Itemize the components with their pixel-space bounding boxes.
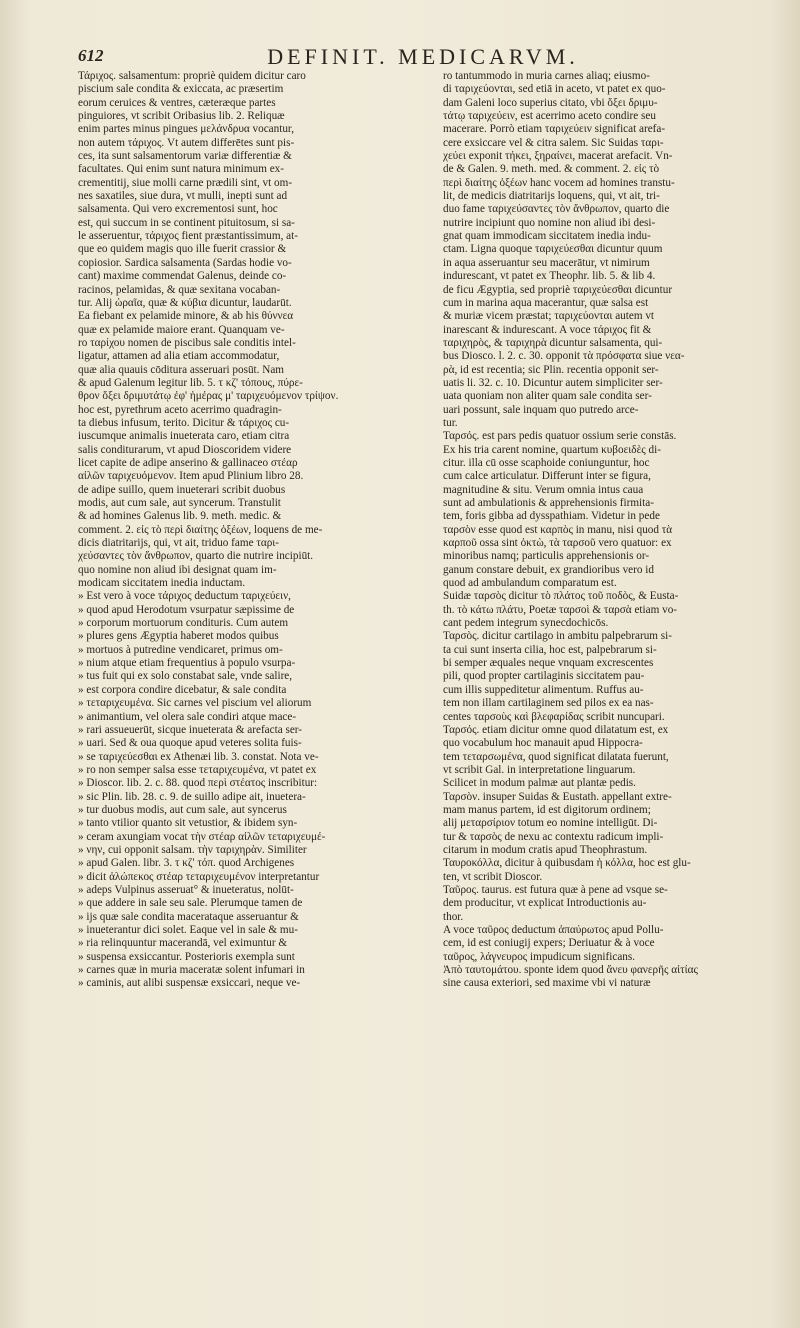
text-line: Ea fiebant ex pelamide minore, & ab his θύννεα bbox=[78, 310, 294, 323]
text-line: quod ad ambulandum comparatum est. bbox=[443, 577, 617, 590]
text-line: nutrire incipiunt quo nomine non aliud ibi desi- bbox=[443, 216, 656, 229]
text-line: salsamenta. Qui vero excrementosi sunt, hoc bbox=[78, 203, 278, 216]
text-line: & muriæ vicem præstat; ταριχεύονται autem vt bbox=[443, 310, 655, 323]
text-line: cum illis suppeditetur alimentum. Ruffus au- bbox=[443, 683, 644, 696]
text-line: » tus fuit qui ex solo constabat sale, vnde salire, bbox=[78, 670, 293, 683]
text-line: » que addere in sale seu sale. Plerumque tamen de bbox=[78, 897, 303, 910]
text-line: iuscumque animalis inueterata caro, etiam citra bbox=[78, 430, 290, 443]
running-title: DEFINIT. MEDICARVM. bbox=[267, 44, 579, 69]
text-line: thor. bbox=[443, 910, 464, 923]
text-line: » tanto vtilior quanto sit vetustior, & ibidem syn- bbox=[78, 817, 298, 830]
text-line: quæ ex pelamide maiore erant. Quanquam ve- bbox=[78, 323, 285, 336]
text-line: » plures gens Ægyptia haberet modos quibus bbox=[78, 630, 279, 643]
page-header bbox=[78, 44, 768, 70]
text-line: de adipe suillo, quem inueterari scribit duobus bbox=[78, 483, 286, 496]
text-line: Ταρσὸν. insuper Suidas & Eustath. appellant extre- bbox=[443, 790, 672, 803]
text-line: citarum in modum cratis apud Theophrastum. bbox=[443, 843, 648, 856]
text-line: bi semper æquales neque vnquam excrescentes bbox=[443, 657, 654, 670]
text-line: Τάριχος. salsamentum: propriè quidem dicitur caro bbox=[78, 70, 306, 82]
text-line: piscium sale condita & exiccata, ac præsertim bbox=[78, 83, 284, 96]
text-line: mam manus partem, id est digitorum ordinem; bbox=[443, 803, 651, 816]
text-line: » ceram axungiam vocat τὴν στέαρ αἰλῶν τεταριχευμέ- bbox=[78, 830, 326, 843]
text-line: le asseruentur, τάριχος fient præstantissimum, at- bbox=[78, 230, 298, 243]
text-line: » mortuos à putredine vendicaret, primus om- bbox=[78, 643, 283, 656]
text-line: magnitudine & situ. Verum omnia intus caua bbox=[443, 483, 644, 496]
text-line: tem τεταρσωμένα, quod significat dilatata fuerunt, bbox=[443, 750, 669, 763]
page-number: 612 bbox=[78, 46, 104, 65]
text-line: Ἀπὸ ταυτομάτου. sponte idem quod ἄνευ φανερῆς αἰτίας bbox=[443, 964, 698, 977]
text-line: bus Diosco. l. 2. c. 30. opponit τὰ πρόσφατα siue νεα- bbox=[443, 350, 685, 363]
text-line: de & Galen. 9. meth. med. & comment. 2. εἰς τὸ bbox=[443, 163, 660, 176]
text-line: Ταρσός. est pars pedis quatuor ossium serie constās. bbox=[443, 430, 677, 443]
text-line: cere exsiccare vel & citra salem. Sic Suidas ταρι- bbox=[443, 136, 664, 149]
text-line: χεύσαντες τὸν ἄνθρωπον, quarto die nutrire incipiūt. bbox=[78, 550, 314, 563]
text-line: Suidæ ταρσὸς dicitur τὸ πλάτος τοῦ ποδὸς, & Eusta- bbox=[443, 590, 679, 603]
text-line: alij μεταρσίριον totum eo nomine intelligūt. Di- bbox=[443, 817, 658, 830]
text-line: di ταριχεύονται, sed etiā in aceto, vt patet ex quo- bbox=[443, 83, 666, 96]
text-line: » nium atque etiam frequentius à populo vsurpa- bbox=[78, 657, 296, 670]
text-line: » Est vero à voce τάριχος deductum ταριχεύειν, bbox=[78, 590, 291, 603]
text-line: comment. 2. εἰς τὸ περὶ διαίτης ὀξέων, loquens de me- bbox=[78, 523, 323, 536]
text-line: ταρσὸν esse quod est καρπὸς in manu, nisi quod τὰ bbox=[443, 523, 673, 536]
text-line: » inueterantur dici solet. Eaque vel in sale & mu- bbox=[78, 924, 298, 936]
text-line: lit, de medicis diatritarijs loquens, qui, vt ait, tri- bbox=[443, 190, 660, 203]
text-line: quo vocabulum hoc manauit apud Hippocra- bbox=[443, 737, 643, 750]
text-line: Scilicet in modum palmæ aut plantæ pedis. bbox=[443, 777, 636, 790]
text-line: » animantium, vel olera sale condiri atque mace- bbox=[78, 710, 297, 723]
text-line: enim partes minus pingues μελάνδρυα vocantur, bbox=[78, 123, 295, 136]
text-line: Ταρσὸς. dicitur cartilago in ambitu palpebrarum si- bbox=[443, 630, 672, 643]
text-line: ta cui sunt inserta cilia, hoc est, palpebrarum si- bbox=[443, 643, 657, 656]
text-line: tur & ταρσὸς de nexu ac contextu radicum impli- bbox=[443, 830, 664, 843]
text-line: » rari assueuerūt, sicque inueterata & arefacta ser- bbox=[78, 723, 303, 736]
text-line: » tur duobus modis, aut cum sale, aut syncerus bbox=[78, 803, 287, 816]
text-line: ligatur, attamen ad alia etiam accommodatur, bbox=[78, 350, 280, 363]
text-line: nes saxatiles, siue dura, vt mulli, inepti sunt ad bbox=[78, 190, 288, 203]
text-line: » est corpora condire dicebatur, & sale condita bbox=[78, 683, 287, 696]
text-line: » ro non semper salsa esse τεταριχευμένα, vt patet ex bbox=[78, 763, 317, 776]
right-column bbox=[443, 70, 773, 991]
text-line: in aqua asseruantur seu macerātur, vt nimirum bbox=[443, 256, 650, 269]
text-line: inarescant & indurescant. A voce τάριχος fit & bbox=[443, 323, 652, 336]
text-line: » νην, cui opponit salsam. τὴν ταριχηρὰν. Similiter bbox=[78, 843, 307, 856]
text-line: » ria relinquuntur macerandā, vel eximuntur & bbox=[78, 937, 288, 950]
text-line: καρποῦ ossa sint ὀκτὼ, τὰ ταρσοῦ vero quatuor: ex bbox=[443, 537, 672, 550]
text-line: quæ alia quauis cōditura asseruari posūt. Nam bbox=[78, 363, 284, 376]
text-line: sine causa exteriori, sed maxime vbi vi naturæ bbox=[443, 977, 651, 990]
text-line: centes ταρσοὺς καὶ βλεφαρίδας scribit nuncupari. bbox=[443, 710, 665, 723]
text-line: » dicit ἀλώπεκος στέαρ τεταριχευμένον interpretantur bbox=[78, 870, 320, 883]
text-line: uata quoniam non aliter quam sale condita ser- bbox=[443, 390, 652, 403]
text-line: περὶ διαίτης ὀξέων hanc vocem ad homines transtu- bbox=[443, 176, 675, 189]
text-line: uari possunt, sale inquam quo putredo arce- bbox=[443, 403, 639, 416]
text-line: sunt ad ambulationis & apprehensionis firmita- bbox=[443, 497, 654, 509]
text-line: χεύει exponit τήκει, ξηραίνει, macerat arefacit. Vn- bbox=[443, 150, 673, 163]
text-line: αἰλῶν ταριχευόμενον. Item apud Plinium libro 28. bbox=[78, 470, 304, 483]
text-line: cum in marina aqua macerantur, quæ salsa est bbox=[443, 296, 649, 309]
text-line: cem, id est coniugij expers; Deriuatur & à voce bbox=[443, 937, 655, 950]
text-line: » apud Galen. libr. 3. τ κζ' τόπ. quod Archigenes bbox=[78, 857, 295, 870]
text-line: licet capite de adipe anserino & gallinaceo στέαρ bbox=[78, 456, 298, 469]
text-line: dicis diatritarijs, qui, vt ait, triduo fame ταρι- bbox=[78, 537, 280, 550]
text-line: » adeps Vulpinus asseruat° & inueteratus, nolūt- bbox=[78, 883, 294, 896]
text-line: uatis li. 32. c. 10. Dicuntur autem simpliciter ser- bbox=[443, 376, 663, 389]
text-line: citur. illa cū osse scaphoide coniunguntur, hoc bbox=[443, 456, 650, 469]
text-line: que eo quidem magis quo ille fuerit crassior & bbox=[78, 243, 287, 256]
text-line: hoc est, pyrethrum aceto acerrimo quadragin- bbox=[78, 403, 282, 416]
text-line: ten, vt scribit Dioscor. bbox=[443, 870, 543, 883]
text-line: modis, aut cum sale, aut syncerum. Transtulit bbox=[78, 497, 281, 509]
text-line: Ex his tria carent nomine, quartum κυβοειδὲς di- bbox=[443, 443, 661, 456]
text-line: copiosior. Sardica salsamenta (Sardas hodie vo- bbox=[78, 256, 292, 269]
text-line: tem, foris gibba ad dysspathiam. Videtur in pede bbox=[443, 510, 660, 523]
text-line: cant) maxime commendat Galenus, deinde co- bbox=[78, 270, 287, 283]
text-line: » quod apud Herodotum vsurpatur sæpissime de bbox=[78, 603, 295, 616]
text-line: de ficu Ægyptia, sed propriè ταριχεύεσθαι dicuntur bbox=[443, 283, 673, 296]
text-line: A voce ταῦρος deductum ἀπαύρωτος apud Pollu- bbox=[443, 924, 664, 936]
text-line: » τεταριχευμένα. Sic carnes vel piscium vel aliorum bbox=[78, 697, 312, 710]
text-line: ταῦρος, λάγνευρος impudicum significans. bbox=[443, 950, 636, 963]
text-line: crementitij, siue molli carne prædili sint, vt om- bbox=[78, 176, 293, 189]
text-line: tem non illam cartilaginem sed pilos ex ea nas- bbox=[443, 697, 654, 710]
text-line: » Dioscor. lib. 2. c. 88. quod περὶ στέατος inscribitur: bbox=[78, 777, 318, 790]
text-line: ces, ita sunt salsamentorum variæ differentiæ & bbox=[78, 150, 292, 163]
text-line: » corporum mortuorum condituris. Cum autem bbox=[78, 617, 289, 630]
text-line: pili, quod propter cartilaginis siccitatem pau- bbox=[443, 670, 645, 683]
text-line: tur. Alij ὡραῖα, quæ & κύβια dicuntur, laudarūt. bbox=[78, 296, 292, 309]
text-line: ctam. Ligna quoque ταριχεύεσθαι dicuntur quum bbox=[443, 243, 663, 256]
text-line: indurescant, vt patet ex Theophr. lib. 5. & lib 4. bbox=[443, 270, 656, 283]
text-line: gnat quam immodicam siccitatem inedia indu- bbox=[443, 230, 651, 243]
text-line: » uari. Sed & oua quoque apud veteres solita fuis- bbox=[78, 737, 302, 750]
text-line: facultates. Qui enim sunt natura minimum ex- bbox=[78, 163, 284, 176]
text-line: cum calce articulatur. Differunt inter se figura, bbox=[443, 470, 651, 483]
text-line: » ijs quæ sale condita macerataque asseruantur & bbox=[78, 910, 299, 923]
text-line: tur. bbox=[443, 416, 458, 429]
text-line: » suspensa exsiccantur. Posterioris exempla sunt bbox=[78, 950, 295, 963]
text-line: ta diebus infusum, terito. Dicitur & τάριχος cu- bbox=[78, 416, 290, 429]
text-line: Ταῦρος. taurus. est futura quæ à pene ad vsque se- bbox=[443, 883, 668, 896]
text-line: racinos, pelamidas, & quæ sexitana vocaban- bbox=[78, 283, 281, 296]
text-line: minoribus namq; particulis apprehensionis or- bbox=[443, 550, 650, 563]
text-line: ρὰ, id est recentia; sic Plin. recentia opponit ser- bbox=[443, 363, 659, 376]
text-line: ganum constare debuit, ex grandioribus vero id bbox=[443, 563, 654, 576]
text-line: est, qui succum in se continent pituitosum, si sa- bbox=[78, 216, 295, 229]
text-line: pinguiores, vt scribit Oribasius lib. 2. Reliquæ bbox=[78, 110, 285, 123]
text-line: » se ταριχεύεσθαι ex Athenæi lib. 3. constat. Nota ve- bbox=[78, 750, 319, 763]
text-line: dem producitur, vt explicat Introductionis au- bbox=[443, 897, 647, 910]
text-line: modicam siccitatem inedia inductam. bbox=[78, 577, 246, 590]
text-line: macerare. Porrò etiam ταριχεύειν significat arefa- bbox=[443, 123, 666, 136]
text-line: duo fame ταριχεύσαντες τὸν ἄνθρωπον, quarto die bbox=[443, 203, 670, 216]
text-line: th. τὸ κάτω πλάτυ, Poetæ ταρσοὶ & ταρσὰ etiam vo- bbox=[443, 603, 678, 616]
text-line: salis conditurarum, vt apud Dioscoridem videre bbox=[78, 443, 292, 456]
text-line: Ταυροκόλλα, dicitur à quibusdam ἡ κόλλα, hoc est glu- bbox=[443, 857, 691, 870]
text-line: vt scribit Gal. in interpretatione linguarum. bbox=[443, 763, 636, 776]
text-line: quo nomine non aliud ibi designat quam im- bbox=[78, 563, 277, 576]
text-line: dam Galeni loco superius citato, vbi ὄξει δριμυ- bbox=[443, 96, 658, 109]
text-line: » sic Plin. lib. 28. c. 9. de suillo adipe ait, inuetera- bbox=[78, 790, 306, 803]
text-line: & apud Galenum legitur lib. 5. τ κζ' τόπους, πύρε- bbox=[78, 376, 303, 389]
text-line: » caminis, aut alibi suspensæ exsiccari, neque ve- bbox=[78, 977, 301, 990]
text-line: & ad homines Galenus lib. 9. meth. medic. & bbox=[78, 510, 282, 523]
text-line: eorum ceruices & ventres, cæteræque partes bbox=[78, 96, 276, 109]
text-line: θρον ὄξει δριμυτάτῳ ἐφ' ἡμέρας μ' ταριχευόμενον τρίψον. bbox=[78, 390, 339, 403]
text-line: Ταρσός. etiam dicitur omne quod dilatatum est, ex bbox=[443, 723, 669, 736]
text-line: » carnes quæ in muria maceratæ solent infumari in bbox=[78, 964, 305, 977]
text-line: cant pedem integrum synecdochicōs. bbox=[443, 617, 609, 630]
text-line: ταριχηρὸς, & ταριχηρὰ dicuntur salsamenta, qui- bbox=[443, 336, 663, 349]
left-column bbox=[78, 70, 413, 991]
text-line: non autem τάριχος. Vt autem differētes sunt pis- bbox=[78, 136, 295, 149]
text-line: ro ταρίχου nomen de piscibus sale conditis intel- bbox=[78, 336, 296, 349]
text-line: ro tantummodo in muria carnes aliaq; eiusmo- bbox=[443, 70, 650, 82]
text-line: τάτῳ ταριχεύειν, est acerrimo aceto condire seu bbox=[443, 110, 656, 123]
